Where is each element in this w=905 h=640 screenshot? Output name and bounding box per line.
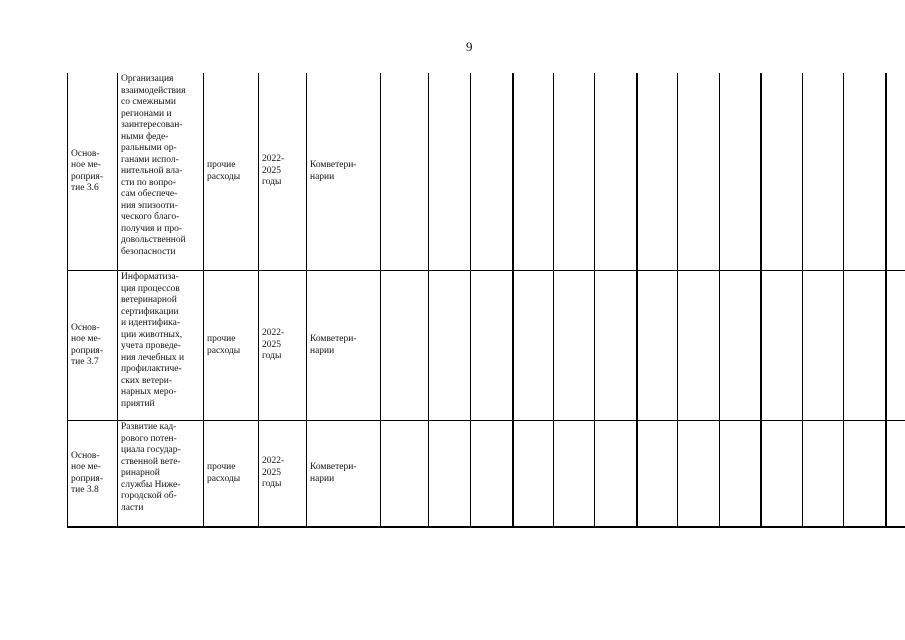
executor-cell: Комветери- нарии	[307, 421, 381, 528]
expense-cell: прочие расходы	[204, 421, 259, 528]
period-cell: 2022- 2025 годы	[259, 73, 307, 271]
empty-cell	[381, 421, 429, 528]
empty-cell	[678, 421, 720, 528]
empty-cell	[595, 271, 637, 421]
table-row	[68, 73, 905, 271]
empty-cell	[595, 73, 637, 271]
empty-cell	[471, 73, 513, 271]
empty-cell	[471, 421, 513, 528]
empty-cell	[381, 271, 429, 421]
empty-cell	[886, 73, 905, 271]
empty-cell	[886, 271, 905, 421]
empty-cell	[554, 421, 595, 528]
empty-cell	[803, 421, 844, 528]
measure-cell: Основ- ное ме- роприя- тие 3.8	[68, 421, 118, 528]
empty-cell	[844, 73, 886, 271]
empty-cell	[554, 271, 595, 421]
empty-cell	[761, 271, 803, 421]
empty-cell	[513, 271, 554, 421]
executor-cell: Комветери- нарии	[307, 73, 381, 271]
expense-cell: прочие расходы	[204, 271, 259, 421]
empty-cell	[844, 421, 886, 528]
empty-cell	[678, 73, 720, 271]
empty-cell	[513, 421, 554, 528]
empty-cell	[429, 271, 471, 421]
empty-cell	[554, 73, 595, 271]
expense-cell: прочие расходы	[204, 73, 259, 271]
period-cell: 2022- 2025 годы	[259, 271, 307, 421]
empty-cell	[678, 271, 720, 421]
empty-cell	[720, 271, 761, 421]
empty-cell	[761, 73, 803, 271]
empty-cell	[429, 421, 471, 528]
empty-cell	[471, 271, 513, 421]
table-row	[68, 271, 905, 421]
description-cell: Организация взаимодействия со смежными регионами и заинтересован- ными феде- ральными ор- ганами испол- нительной вла- сти по вопро- сам обеспече- ния эпизооти- ческого благо- получия и про- довольственной безопасности	[118, 73, 204, 271]
page-number: 9	[466, 39, 473, 54]
measure-cell: Основ- ное ме- роприя- тие 3.7	[68, 271, 118, 421]
empty-cell	[720, 421, 761, 528]
empty-cell	[513, 73, 554, 271]
empty-cell	[886, 421, 905, 528]
table-row	[68, 421, 905, 528]
measure-cell: Основ- ное ме- роприя- тие 3.6	[68, 73, 118, 271]
period-cell: 2022- 2025 годы	[259, 421, 307, 528]
description-cell: Информатиза- ция процессов ветеринарной сертификации и идентифика- ции животных, учета проведе- ния лечебных и профилактиче- ских ветери- нарных меро- приятий	[118, 271, 204, 421]
empty-cell	[720, 73, 761, 271]
empty-cell	[803, 73, 844, 271]
empty-cell	[637, 73, 678, 271]
program-measures-table	[67, 73, 905, 528]
executor-cell: Комветери- нарии	[307, 271, 381, 421]
empty-cell	[381, 73, 429, 271]
description-cell: Развитие кад- рового потен- циала государ- ственной вете- ринарной службы Ниже- городской об- ласти	[118, 421, 204, 528]
empty-cell	[595, 421, 637, 528]
empty-cell	[429, 73, 471, 271]
empty-cell	[637, 271, 678, 421]
empty-cell	[844, 271, 886, 421]
empty-cell	[761, 421, 803, 528]
empty-cell	[637, 421, 678, 528]
empty-cell	[803, 271, 844, 421]
